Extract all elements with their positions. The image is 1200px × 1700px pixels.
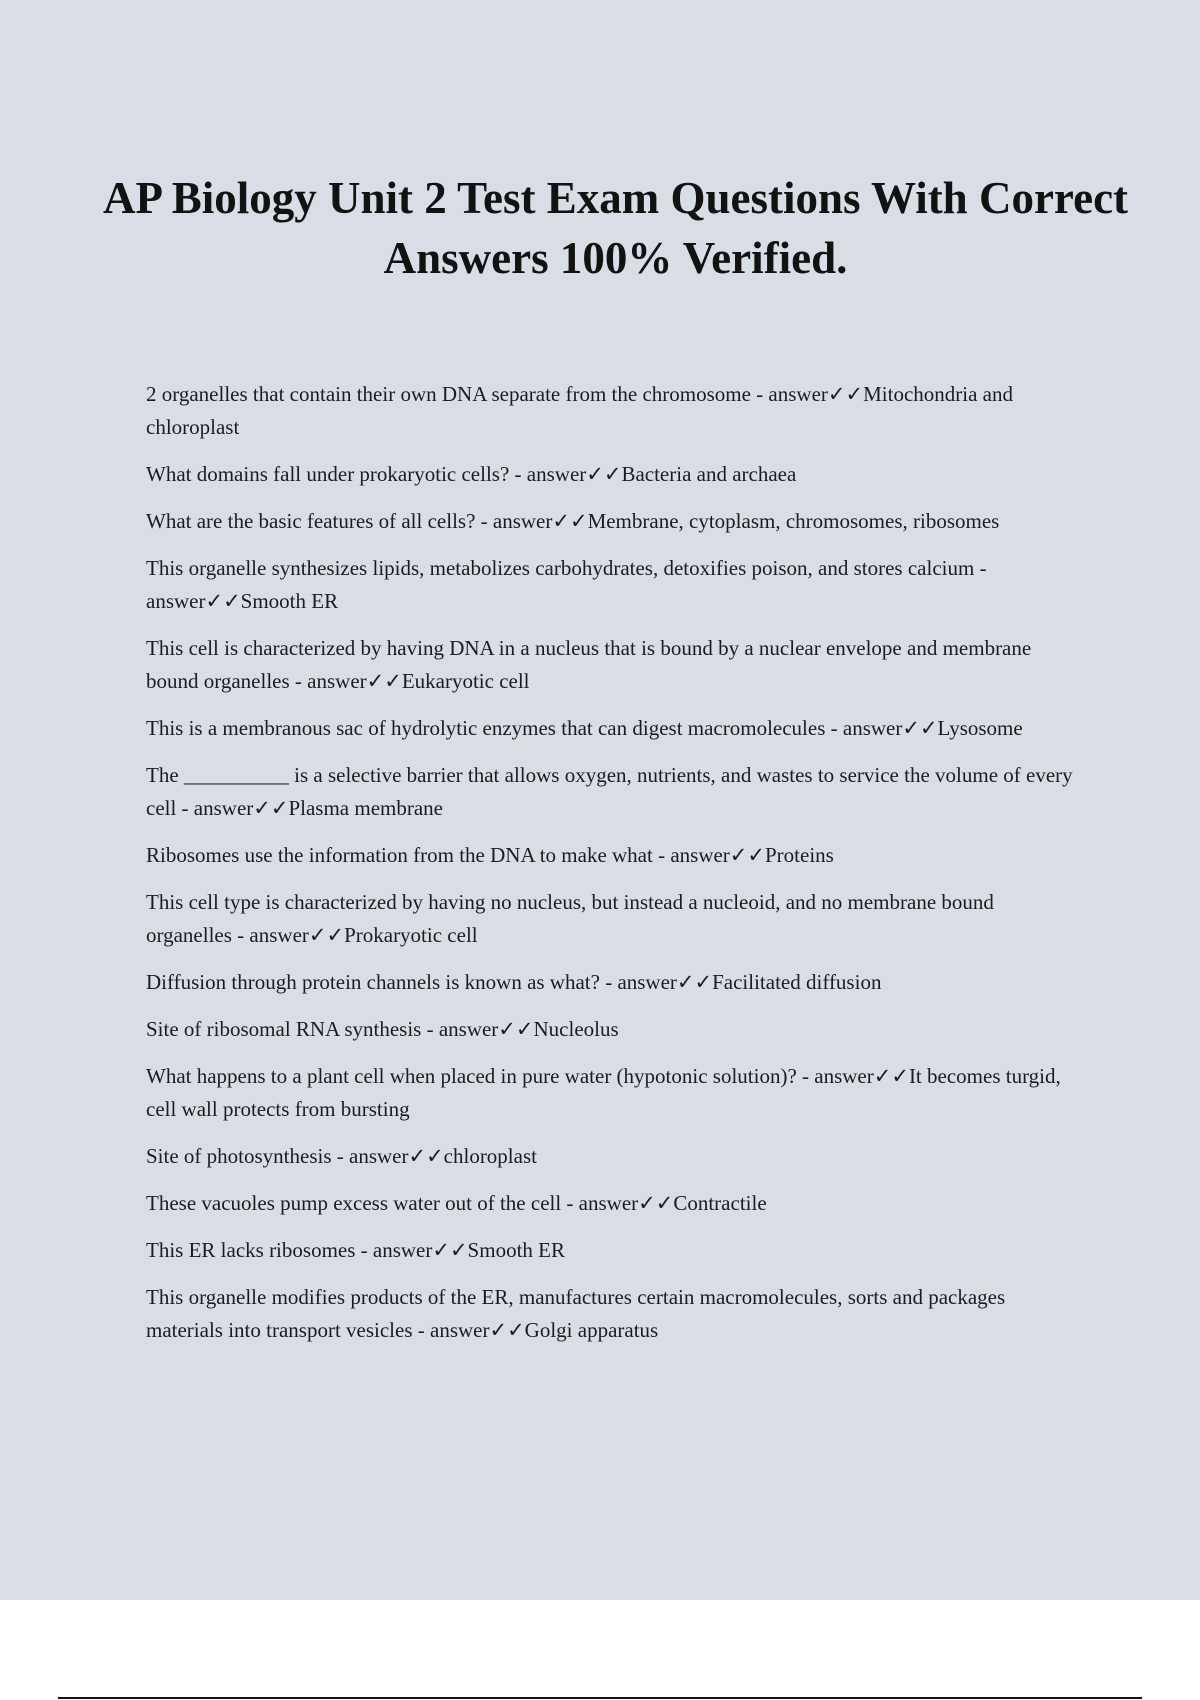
qa-item: This ER lacks ribosomes - answer✓✓Smooth ER	[146, 1238, 565, 1262]
qa-item: The __________ is a selective barrier that allows oxygen, nutrients, and wastes to service the volume of every cell - answer✓✓Plasma membrane	[146, 763, 1073, 820]
qa-item: This cell is characterized by having DNA in a nucleus that is bound by a nuclear envelope and membrane bound organelles - answer✓✓Eukaryotic cell	[146, 636, 1032, 693]
qa-item: This organelle synthesizes lipids, metabolizes carbohydrates, detoxifies poison, and stores calcium - answer✓✓Smooth ER	[146, 556, 987, 613]
qa-item: Site of ribosomal RNA synthesis - answer✓✓Nucleolus	[146, 1017, 619, 1041]
qa-item: This organelle modifies products of the ER, manufactures certain macromolecules, sorts and packages materials into transport vesicles - answer✓✓Golgi apparatus	[146, 1285, 1006, 1342]
document-title: AP Biology Unit 2 Test Exam Questions With Correct Answers 100% Verified.	[102, 173, 1129, 283]
qa-item: What are the basic features of all cells? - answer✓✓Membrane, cytoplasm, chromosomes, ribosomes	[146, 509, 1000, 533]
qa-item: 2 organelles that contain their own DNA separate from the chromosome - answer✓✓Mitochondria and chloroplast	[146, 382, 1013, 439]
qa-item: What domains fall under prokaryotic cells? - answer✓✓Bacteria and archaea	[146, 462, 797, 486]
qa-item: This is a membranous sac of hydrolytic enzymes that can digest macromolecules - answer✓✓Lysosome	[146, 716, 1023, 740]
qa-item: This cell type is characterized by having no nucleus, but instead a nucleoid, and no membrane bound organelles - answer✓✓Prokaryotic cell	[146, 890, 994, 947]
qa-item: Site of photosynthesis - answer✓✓chloroplast	[146, 1144, 537, 1168]
qa-item: These vacuoles pump excess water out of the cell - answer✓✓Contractile	[146, 1191, 767, 1215]
qa-item: What happens to a plant cell when placed in pure water (hypotonic solution)? - answer✓✓It becomes turgid, cell wall protects from bursting	[146, 1064, 1061, 1121]
bottom-divider	[58, 1697, 1142, 1699]
qa-item: Diffusion through protein channels is known as what? - answer✓✓Facilitated diffusion	[146, 970, 882, 994]
qa-item: Ribosomes use the information from the DNA to make what - answer✓✓Proteins	[146, 843, 834, 867]
question-answer-list	[146, 378, 1076, 1361]
